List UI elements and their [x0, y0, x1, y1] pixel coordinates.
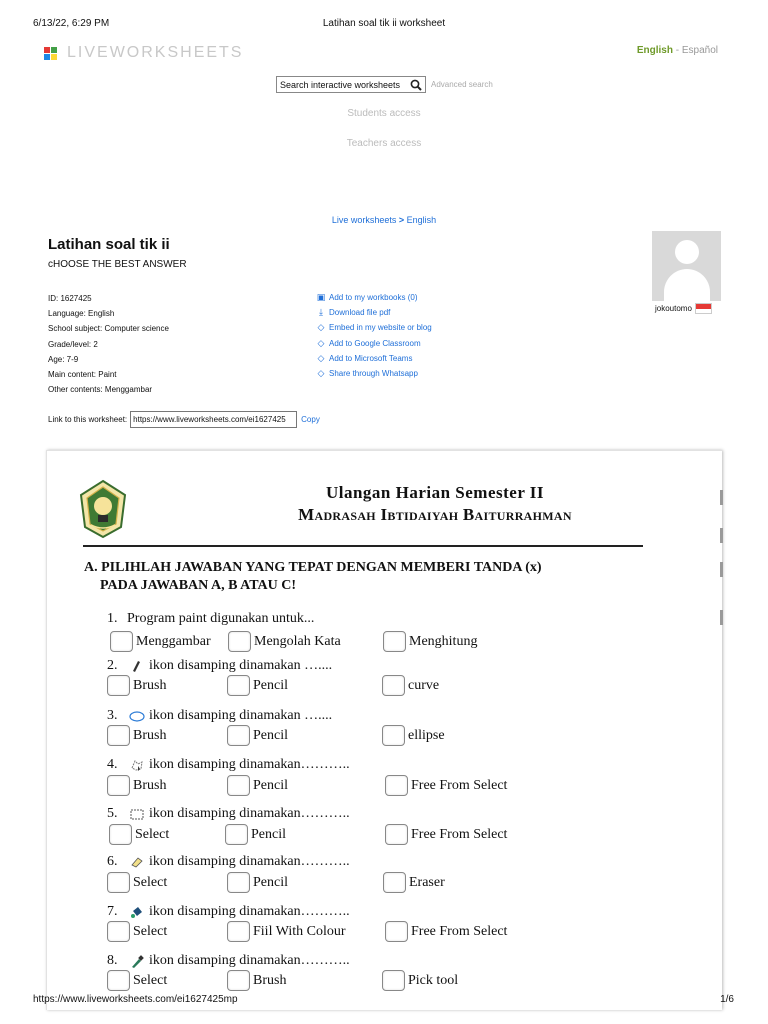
question-text: Program paint digunakan untuk... — [127, 611, 315, 626]
author-name-link[interactable]: jokoutomo — [655, 304, 692, 313]
meta-main-content: Main content: Paint — [48, 370, 117, 380]
sheet-heading-school: Madrasah Ibtidaiyah Baiturrahman — [298, 505, 572, 524]
add-to-workbook-icon: ▣ — [316, 292, 326, 302]
question-number: 2. — [107, 658, 118, 673]
option-label: Brush — [133, 677, 167, 693]
option-label: Select — [135, 826, 170, 842]
answer-checkbox[interactable] — [107, 872, 130, 893]
answer-checkbox[interactable] — [385, 824, 408, 845]
question-2 — [107, 658, 332, 674]
action-label: Share through Whatsapp — [329, 369, 418, 379]
author-avatar[interactable] — [652, 231, 721, 301]
q4-option-a — [107, 775, 166, 796]
question-1 — [107, 611, 314, 627]
action-label: Download file pdf — [329, 308, 391, 318]
question-8 — [107, 953, 350, 969]
option-label: Pencil — [253, 777, 288, 793]
q4-option-c — [385, 775, 507, 796]
q1-option-a — [110, 631, 211, 652]
breadcrumb-root-link[interactable]: Live worksheets — [331, 215, 397, 225]
language-switcher — [637, 45, 718, 56]
option-label: Fiil With Colour — [253, 923, 346, 939]
q3-option-c — [382, 725, 445, 746]
question-text: ikon disamping dinamakan……….. — [149, 854, 350, 869]
q3-option-a — [107, 725, 166, 746]
question-text: ikon disamping dinamakan ….... — [149, 658, 333, 673]
option-label: ellipse — [408, 727, 445, 743]
pencil-icon — [129, 660, 145, 673]
ellipse-icon — [129, 710, 145, 723]
language-separator: - — [672, 45, 682, 56]
answer-checkbox[interactable] — [107, 775, 130, 796]
avatar-head-shape — [675, 240, 699, 264]
search-icon[interactable] — [410, 79, 422, 91]
q7-option-c — [385, 921, 507, 942]
q6-option-c — [383, 872, 445, 893]
q2-option-b — [227, 675, 288, 696]
q4-option-b — [227, 775, 288, 796]
section-a-line2: PADA JAWABAN A, B ATAU C! — [100, 578, 297, 593]
question-7 — [107, 904, 350, 920]
option-label: Select — [133, 923, 168, 939]
q1-option-c — [383, 631, 477, 652]
q7-option-a — [107, 921, 167, 942]
question-number: 7. — [107, 904, 118, 919]
answer-checkbox[interactable] — [227, 775, 250, 796]
section-a-line1: A. PILIHLAH JAWABAN YANG TEPAT DENGAN MEMBERI TANDA (x) — [84, 560, 542, 575]
worksheet-link-row — [48, 411, 320, 428]
author-info — [655, 303, 712, 314]
option-label: Select — [133, 874, 168, 890]
worksheet-title: Latihan soal tik ii — [48, 236, 170, 253]
option-label: Brush — [253, 972, 287, 988]
option-label: Brush — [133, 777, 167, 793]
option-label: Pencil — [253, 727, 288, 743]
google-classroom-link[interactable] — [316, 336, 432, 351]
q5-option-a — [109, 824, 169, 845]
action-label: Embed in my website or blog — [329, 323, 432, 333]
option-label: Menggambar — [136, 633, 211, 649]
option-label: Eraser — [409, 874, 445, 890]
answer-checkbox[interactable] — [107, 970, 130, 991]
answer-checkbox[interactable] — [107, 675, 130, 696]
answer-checkbox[interactable] — [225, 824, 248, 845]
link-label: Link to this worksheet: — [48, 415, 128, 424]
site-logo[interactable] — [44, 44, 243, 62]
students-access-link[interactable]: Students access — [347, 108, 421, 119]
breadcrumb-separator: > — [398, 215, 405, 225]
whatsapp-share-link[interactable] — [316, 366, 432, 381]
print-datetime: 6/13/22, 6:29 PM — [33, 18, 110, 29]
download-pdf-link[interactable] — [316, 305, 432, 320]
logo-icon — [44, 47, 57, 60]
q5-option-b — [225, 824, 286, 845]
whatsapp-icon: ◇ — [317, 368, 325, 379]
action-label: Add to Microsoft Teams — [329, 353, 413, 363]
answer-checkbox[interactable] — [385, 775, 408, 796]
worksheet-actions — [316, 290, 432, 381]
action-label: Add to Google Classroom — [329, 338, 421, 348]
logo-text: LIVEWORKSHEETS — [67, 44, 244, 61]
fill-with-colour-icon — [129, 906, 145, 919]
print-page-number: 1/6 — [720, 994, 734, 1005]
question-text: ikon disamping dinamakan ….... — [149, 708, 333, 723]
color-picker-icon — [129, 955, 145, 968]
answer-checkbox[interactable] — [227, 970, 250, 991]
question-number: 3. — [107, 708, 118, 723]
search-bar — [276, 76, 493, 93]
option-label: Free From Select — [411, 923, 508, 939]
question-number: 1. — [107, 611, 118, 626]
select-icon — [129, 808, 145, 821]
eraser-icon — [129, 856, 145, 869]
option-label: Pencil — [251, 826, 286, 842]
answer-checkbox[interactable] — [227, 725, 250, 746]
q6-option-a — [107, 872, 167, 893]
option-label: Free From Select — [411, 826, 508, 842]
q8-option-c — [382, 970, 458, 991]
answer-checkbox[interactable] — [109, 824, 132, 845]
advanced-search-link[interactable]: Advanced search — [431, 80, 493, 89]
worksheet-description: cHOOSE THE BEST ANSWER — [48, 259, 187, 270]
answer-checkbox[interactable] — [385, 921, 408, 942]
answer-checkbox[interactable] — [227, 921, 250, 942]
google-classroom-icon: ◇ — [317, 337, 325, 348]
copy-link-button[interactable]: Copy — [301, 415, 320, 424]
sheet-heading-exam: Ulangan Harian Semester II — [325, 483, 545, 502]
section-a-instruction — [84, 559, 644, 595]
breadcrumb-current-link[interactable]: English — [406, 215, 437, 225]
meta-subject: School subject: Computer science — [48, 324, 169, 334]
option-label: Pencil — [253, 874, 288, 890]
breadcrumb — [0, 215, 768, 225]
q5-option-c — [385, 824, 507, 845]
q7-option-b — [227, 921, 346, 942]
microsoft-teams-link[interactable] — [316, 351, 432, 366]
meta-grade: Grade/level: 2 — [48, 339, 98, 349]
question-text: ikon disamping dinamakan……….. — [149, 904, 350, 919]
answer-checkbox[interactable] — [107, 725, 130, 746]
answer-checkbox[interactable] — [383, 872, 406, 893]
embed-link[interactable] — [316, 320, 432, 335]
print-page-title: Latihan soal tik ii worksheet — [322, 18, 446, 29]
embed-icon: ◇ — [317, 322, 325, 333]
answer-checkbox[interactable] — [227, 872, 250, 893]
answer-checkbox[interactable] — [228, 631, 251, 652]
print-url: https://www.liveworksheets.com/ei1627425mp — [33, 994, 238, 1005]
question-5 — [107, 806, 350, 822]
q8-option-a — [107, 970, 167, 991]
language-english-link[interactable]: English — [636, 45, 673, 56]
avatar-body-shape — [664, 269, 710, 301]
q6-option-b — [227, 872, 288, 893]
answer-checkbox[interactable] — [227, 675, 250, 696]
question-text: ikon disamping dinamakan……….. — [149, 806, 350, 821]
question-number: 4. — [107, 757, 118, 772]
language-spanish-link[interactable]: Español — [681, 45, 718, 56]
option-label: curve — [408, 677, 440, 693]
q2-option-c — [382, 675, 439, 696]
option-label: Menghitung — [409, 633, 478, 649]
microsoft-teams-icon: ◇ — [317, 352, 325, 363]
meta-age: Age: 7-9 — [48, 354, 79, 364]
question-text: ikon disamping dinamakan……….. — [149, 757, 350, 772]
heading-divider — [83, 545, 643, 547]
option-label: Pick tool — [408, 972, 459, 988]
meta-id: ID: 1627425 — [48, 294, 92, 303]
meta-language: Language: English — [48, 309, 115, 319]
option-label: Pencil — [253, 677, 288, 693]
indonesia-flag-icon — [695, 303, 712, 314]
teachers-access-link[interactable]: Teachers access — [346, 138, 422, 149]
answer-checkbox[interactable] — [382, 675, 405, 696]
meta-other-contents: Other contents: Menggambar — [48, 385, 153, 395]
q1-option-b — [228, 631, 341, 652]
worksheet-page — [46, 450, 722, 1010]
search-input[interactable] — [276, 76, 426, 93]
option-label: Select — [133, 972, 168, 988]
worksheet-meta — [48, 291, 169, 397]
question-number: 8. — [107, 953, 118, 968]
answer-checkbox[interactable] — [383, 631, 406, 652]
question-number: 6. — [107, 854, 118, 869]
action-label: Add to my workbooks (0) — [329, 293, 418, 302]
answer-checkbox[interactable] — [382, 725, 405, 746]
answer-checkbox[interactable] — [110, 631, 133, 652]
q3-option-b — [227, 725, 288, 746]
answer-checkbox[interactable] — [107, 921, 130, 942]
question-4 — [107, 757, 350, 773]
download-icon: ⤓ — [319, 307, 323, 318]
question-number: 5. — [107, 806, 118, 821]
question-6 — [107, 854, 350, 870]
add-to-workbook-link[interactable] — [316, 290, 432, 305]
q2-option-a — [107, 675, 166, 696]
worksheet-link-field[interactable] — [130, 411, 297, 428]
question-text: ikon disamping dinamakan……….. — [149, 953, 350, 968]
search-placeholder: Search interactive worksheets — [280, 79, 401, 90]
free-form-select-icon — [129, 759, 145, 772]
q8-option-b — [227, 970, 286, 991]
option-label: Brush — [133, 727, 167, 743]
question-3 — [107, 708, 332, 724]
answer-checkbox[interactable] — [382, 970, 405, 991]
option-label: Free From Select — [411, 777, 508, 793]
option-label: Mengolah Kata — [254, 633, 341, 649]
